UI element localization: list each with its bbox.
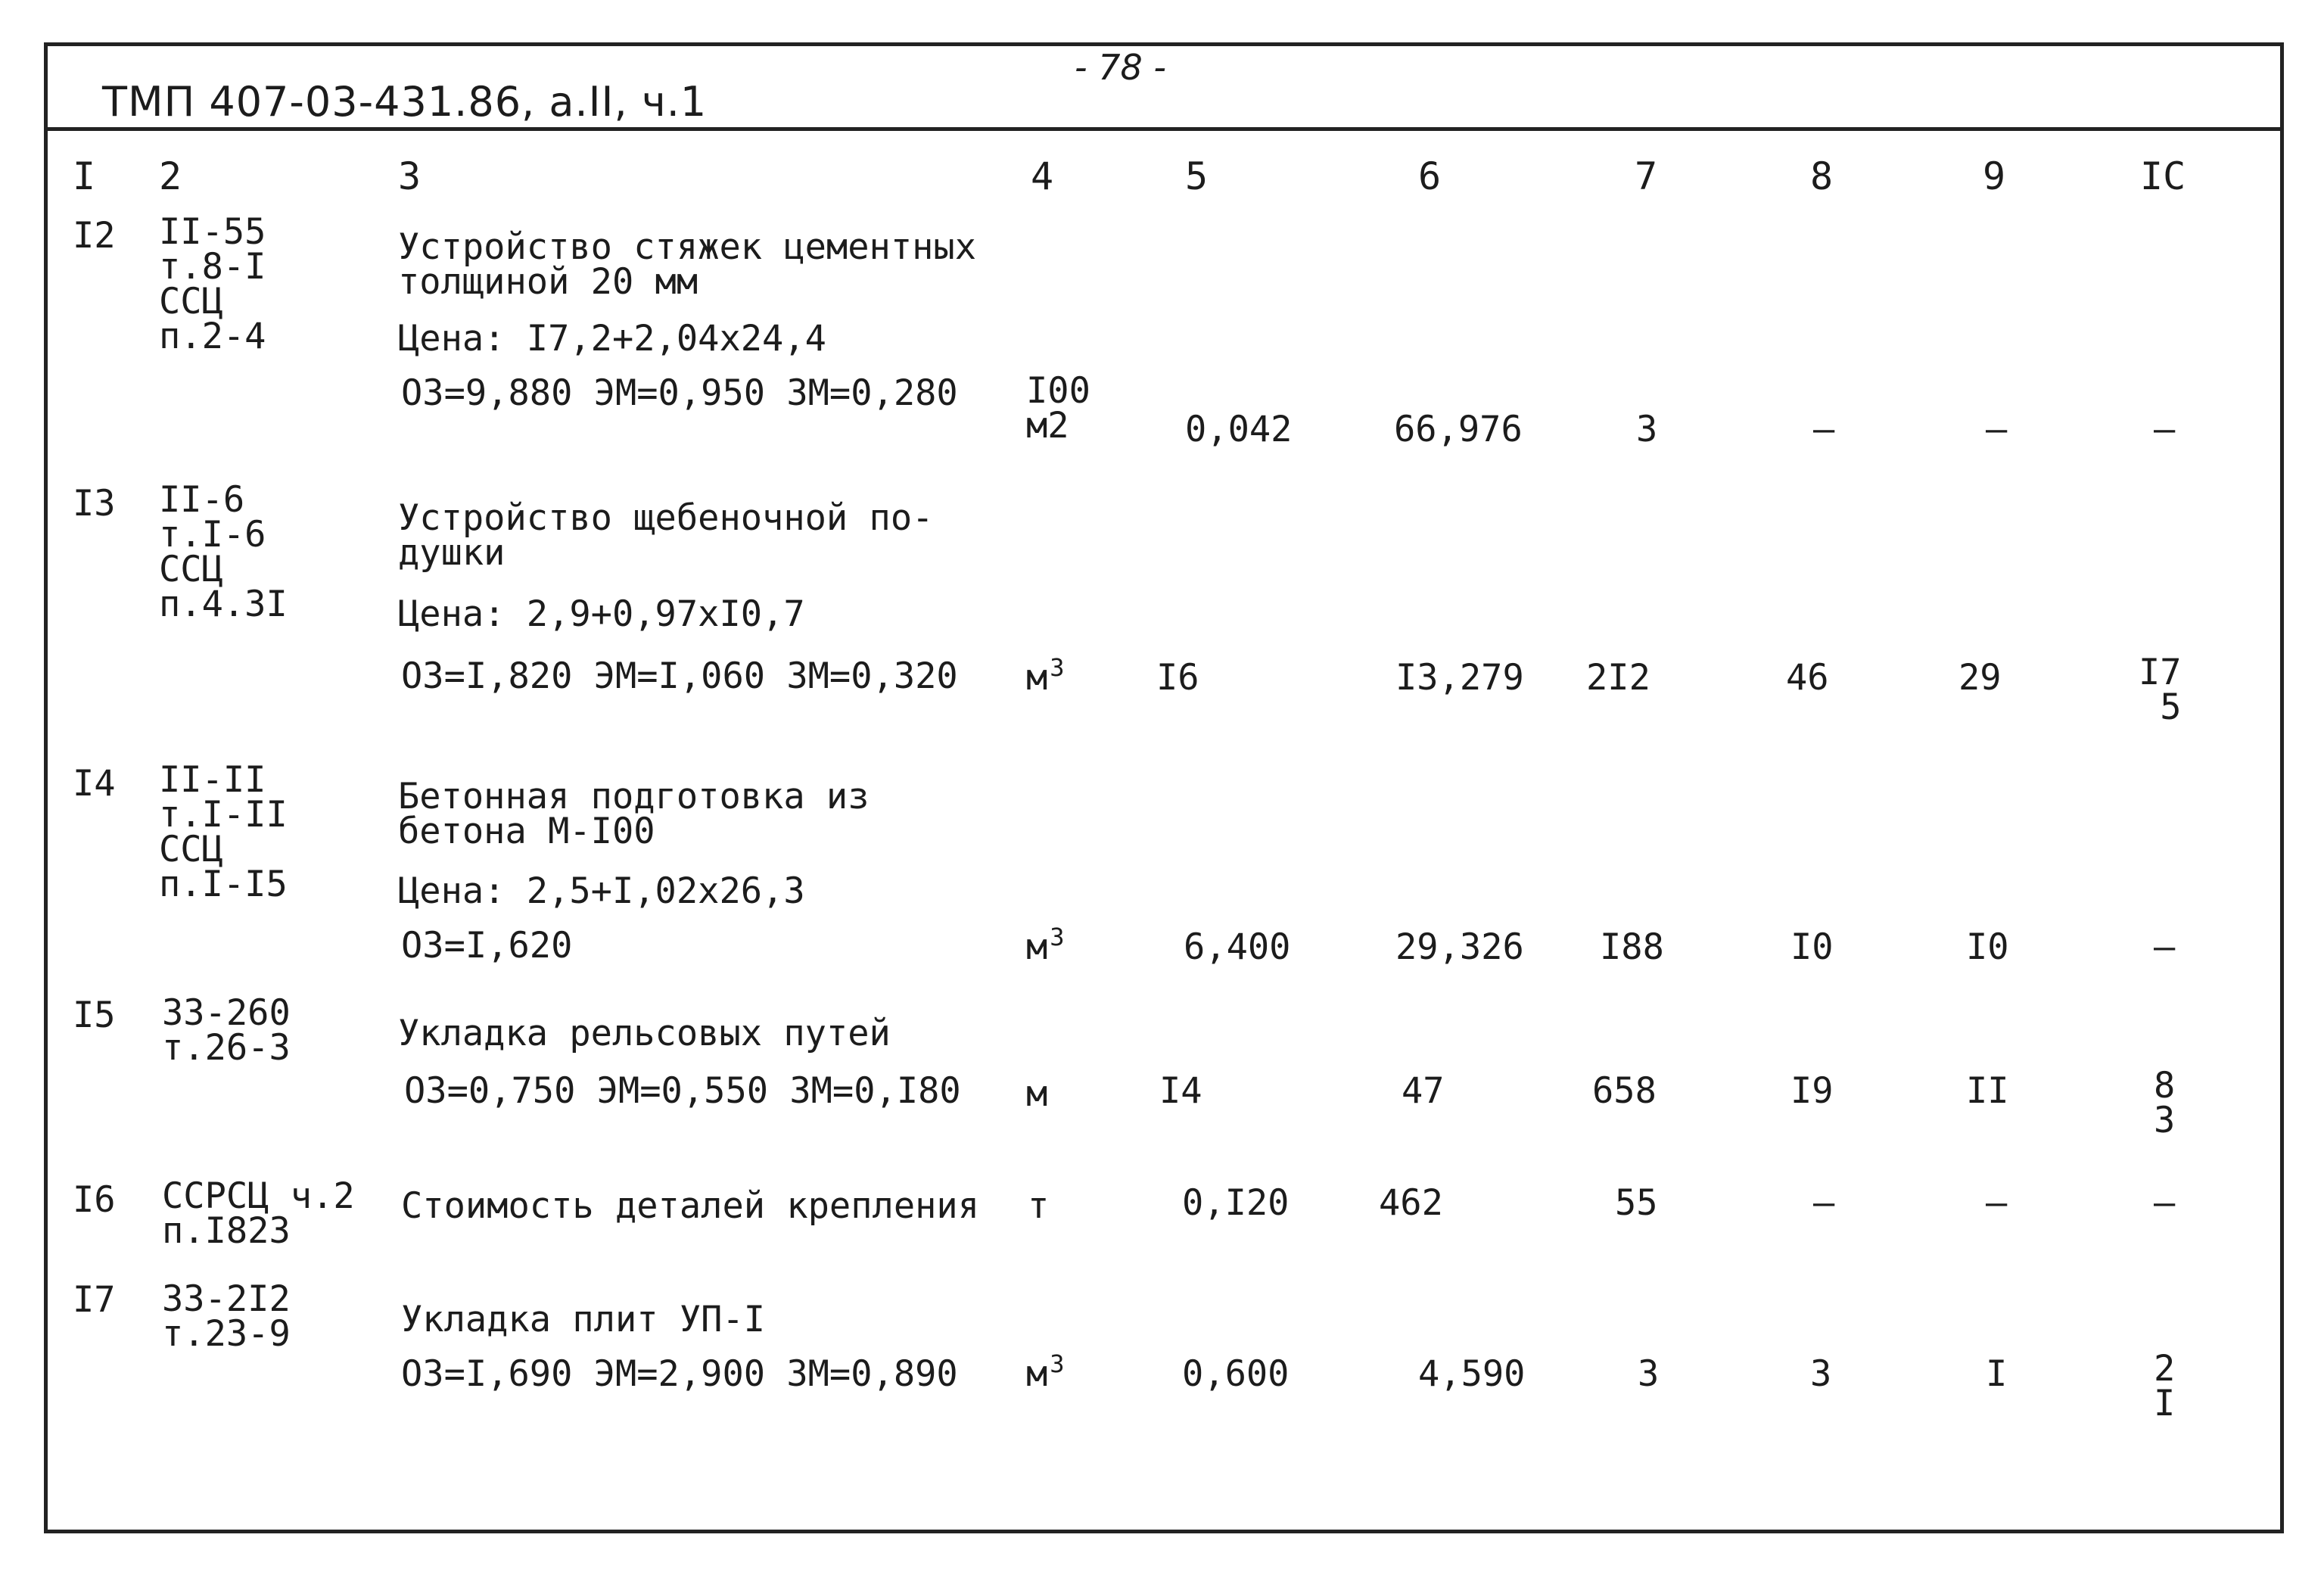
cost-total: 4,590 <box>1418 1353 1526 1395</box>
cost-total: I3,279 <box>1395 657 1524 699</box>
work-description: Стоимость деталей крепления <box>401 1185 980 1227</box>
cell-9: – <box>1986 409 2008 450</box>
row-reference: ССРСЦ ч.2 п.I823 <box>162 1175 355 1252</box>
row-reference: II-55 т.8-I ССЦ п.2-4 <box>159 211 266 357</box>
column-header: I <box>73 154 96 198</box>
coefficients: ОЗ=0,750 ЭМ=0,550 ЗМ=0,I80 <box>404 1070 961 1112</box>
cost-total: 66,976 <box>1394 409 1523 450</box>
row-reference: II-II т.I-II ССЦ п.I-I5 <box>159 759 288 905</box>
quantity: 0,042 <box>1185 409 1293 450</box>
cell-9: I0 <box>1966 926 2009 968</box>
cell-7: 3 <box>1636 409 1658 450</box>
cell-9: – <box>1986 1182 2008 1224</box>
cell-8: I0 <box>1790 926 1834 968</box>
cell-8: 46 <box>1786 657 1829 699</box>
work-description: Устройство щебеночной по- душки <box>398 497 934 574</box>
column-header: 2 <box>159 154 182 198</box>
cell-10: – <box>2154 1182 2176 1224</box>
cell-7: I88 <box>1600 926 1664 968</box>
work-description: Укладка рельсовых путей <box>398 1013 891 1054</box>
column-header: IC <box>2140 154 2186 198</box>
cost-total: 47 <box>1402 1070 1445 1112</box>
unit: I00 м2 <box>1026 370 1090 447</box>
row-number: I4 <box>73 763 116 805</box>
column-header: 8 <box>1810 154 1834 198</box>
coefficients: ОЗ=I,690 ЭМ=2,900 ЗМ=0,890 <box>401 1353 958 1395</box>
row-number: I2 <box>73 215 116 257</box>
unit: т <box>1028 1185 1050 1227</box>
cell-9: II <box>1966 1070 2009 1112</box>
column-header: 9 <box>1983 154 2006 198</box>
cell-10: 2 I <box>2154 1348 2176 1424</box>
work-description: Укладка плит УП-I <box>401 1299 766 1340</box>
cell-10: I7 5 <box>2139 652 2182 728</box>
cell-9: 29 <box>1958 657 2002 699</box>
unit: $м^3$ <box>1026 653 1065 699</box>
unit: $м^3$ <box>1026 1349 1065 1395</box>
column-header: 6 <box>1418 154 1442 198</box>
page-number: - 78 - <box>1075 47 1166 88</box>
row-number: I5 <box>73 994 116 1036</box>
quantity: I6 <box>1156 657 1199 699</box>
coefficients: ОЗ=9,880 ЭМ=0,950 ЗМ=0,280 <box>401 372 958 414</box>
row-number: I6 <box>73 1179 116 1221</box>
cell-8: – <box>1813 1182 1835 1224</box>
unit: $м^3$ <box>1026 923 1065 968</box>
cell-7: 2I2 <box>1586 657 1650 699</box>
cost-total: 29,326 <box>1395 926 1524 968</box>
quantity: 6,400 <box>1184 926 1291 968</box>
row-reference: II-6 т.I-6 ССЦ п.4.3I <box>159 479 288 625</box>
cost-total: 462 <box>1379 1182 1443 1224</box>
price-formula: Цена: I7,2+2,04x24,4 <box>398 318 826 360</box>
cell-10: 8 3 <box>2154 1065 2176 1141</box>
cell-7: 658 <box>1592 1070 1657 1112</box>
cell-8: 3 <box>1810 1353 1832 1395</box>
cell-8: – <box>1813 409 1835 450</box>
coefficients: ОЗ=I,820 ЭМ=I,060 ЗМ=0,320 <box>401 655 958 697</box>
header-divider <box>44 127 2284 131</box>
work-description: Бетонная подготовка из бетона М-I00 <box>398 776 870 852</box>
cell-9: I <box>1986 1353 2008 1395</box>
column-header: 7 <box>1635 154 1658 198</box>
page-frame <box>44 42 2284 1533</box>
quantity: 0,I20 <box>1182 1182 1290 1224</box>
cell-10: – <box>2154 409 2176 450</box>
cell-8: I9 <box>1790 1070 1834 1112</box>
work-description: Устройство стяжек цементных толщиной 20 мм <box>398 226 977 303</box>
row-number: I7 <box>73 1279 116 1321</box>
unit: м <box>1026 1073 1048 1115</box>
column-header: 4 <box>1031 154 1054 198</box>
row-reference: 33-260 т.26-3 <box>162 992 291 1069</box>
row-number: I3 <box>73 483 116 524</box>
cell-7: 55 <box>1615 1182 1658 1224</box>
column-header: 3 <box>398 154 422 198</box>
row-reference: 33-2I2 т.23-9 <box>162 1278 291 1355</box>
price-formula: Цена: 2,5+I,02x26,3 <box>398 870 805 912</box>
coefficients: ОЗ=I,620 <box>401 925 573 966</box>
price-formula: Цена: 2,9+0,97xI0,7 <box>398 593 805 635</box>
cell-10: – <box>2154 926 2176 968</box>
quantity: 0,600 <box>1182 1353 1290 1395</box>
cell-7: 3 <box>1638 1353 1660 1395</box>
document-code: ТМП 407-03-431.86, а.II, ч.1 <box>102 78 708 126</box>
quantity: I4 <box>1159 1070 1202 1112</box>
column-header: 5 <box>1185 154 1209 198</box>
